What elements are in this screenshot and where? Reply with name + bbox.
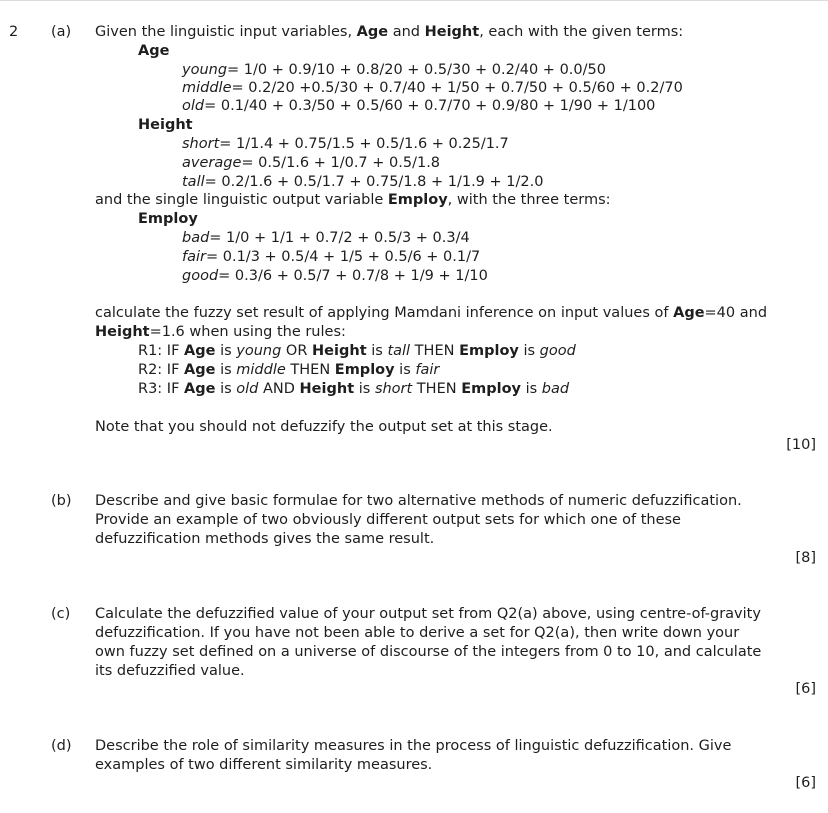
part-a-label: (a) <box>51 24 72 40</box>
part-b-line: Describe and give basic formulae for two alternative methods of numeric defuzzification. <box>95 493 742 509</box>
rule-r3: R3: IF Age is old AND Height is short THEN Employ is bad <box>138 381 570 397</box>
part-c-line: its defuzzified value. <box>95 663 245 679</box>
part-c-line: own fuzzy set defined on a universe of discourse of the integers from 0 to 10, and calculate <box>95 644 762 660</box>
part-c-marks: [6] <box>795 681 816 697</box>
calc-instruction-line1: calculate the fuzzy set result of applying Mamdani inference on input values of Age=40 and <box>95 305 768 321</box>
age-term-old: old= 0.1/40 + 0.3/50 + 0.5/60 + 0.7/70 + 0.9/80 + 1/90 + 1/100 <box>182 98 656 114</box>
part-b-line: defuzzification methods gives the same result. <box>95 531 435 547</box>
employ-term-bad: bad= 1/0 + 1/1 + 0.7/2 + 0.5/3 + 0.3/4 <box>182 230 470 246</box>
part-c-line: defuzzification. If you have not been able to derive a set for Q2(a), then write down your <box>95 625 740 641</box>
part-d-line: Describe the role of similarity measures in the process of linguistic defuzzification. Give <box>95 738 732 754</box>
employ-term-fair: fair= 0.1/3 + 0.5/4 + 1/5 + 0.5/6 + 0.1/7 <box>182 249 481 265</box>
height-term-short: short= 1/1.4 + 0.75/1.5 + 0.5/1.6 + 0.25/1.7 <box>182 136 509 152</box>
age-term-middle: middle= 0.2/20 +0.5/30 + 0.7/40 + 1/50 + 0.7/50 + 0.5/60 + 0.2/70 <box>182 80 683 96</box>
rule-r2: R2: IF Age is middle THEN Employ is fair <box>138 362 440 378</box>
height-term-average: average= 0.5/1.6 + 1/0.7 + 0.5/1.8 <box>182 155 441 171</box>
employ-heading: Employ <box>138 211 198 227</box>
part-b-label: (b) <box>51 493 72 509</box>
calc-instruction-line2: Height=1.6 when using the rules: <box>95 324 346 340</box>
part-a-marks: [10] <box>786 437 816 453</box>
part-d-line: examples of two different similarity measures. <box>95 757 433 773</box>
part-a-intro: Given the linguistic input variables, Age and Height, each with the given terms: <box>95 24 684 40</box>
part-d-marks: [6] <box>795 775 816 791</box>
question-number: 2 <box>9 24 19 40</box>
part-c-label: (c) <box>51 606 71 622</box>
part-b-line: Provide an example of two obviously different output sets for which one of these <box>95 512 681 528</box>
age-term-young: young= 1/0 + 0.9/10 + 0.8/20 + 0.5/30 + 0.2/40 + 0.0/50 <box>182 62 606 78</box>
part-c-line: Calculate the defuzzified value of your output set from Q2(a) above, using centre-of-gravity <box>95 606 761 622</box>
output-variable-intro: and the single linguistic output variable Employ, with the three terms: <box>95 192 611 208</box>
height-term-tall: tall= 0.2/1.6 + 0.5/1.7 + 0.75/1.8 + 1/1.9 + 1/2.0 <box>182 174 544 190</box>
top-divider <box>0 0 828 1</box>
age-heading: Age <box>138 43 170 59</box>
rule-r1: R1: IF Age is young OR Height is tall THEN Employ is good <box>138 343 576 359</box>
employ-term-good: good= 0.3/6 + 0.5/7 + 0.7/8 + 1/9 + 1/10 <box>182 268 488 284</box>
part-b-marks: [8] <box>795 550 816 566</box>
height-heading: Height <box>138 117 193 133</box>
part-a-note: Note that you should not defuzzify the output set at this stage. <box>95 419 553 435</box>
part-d-label: (d) <box>51 738 72 754</box>
